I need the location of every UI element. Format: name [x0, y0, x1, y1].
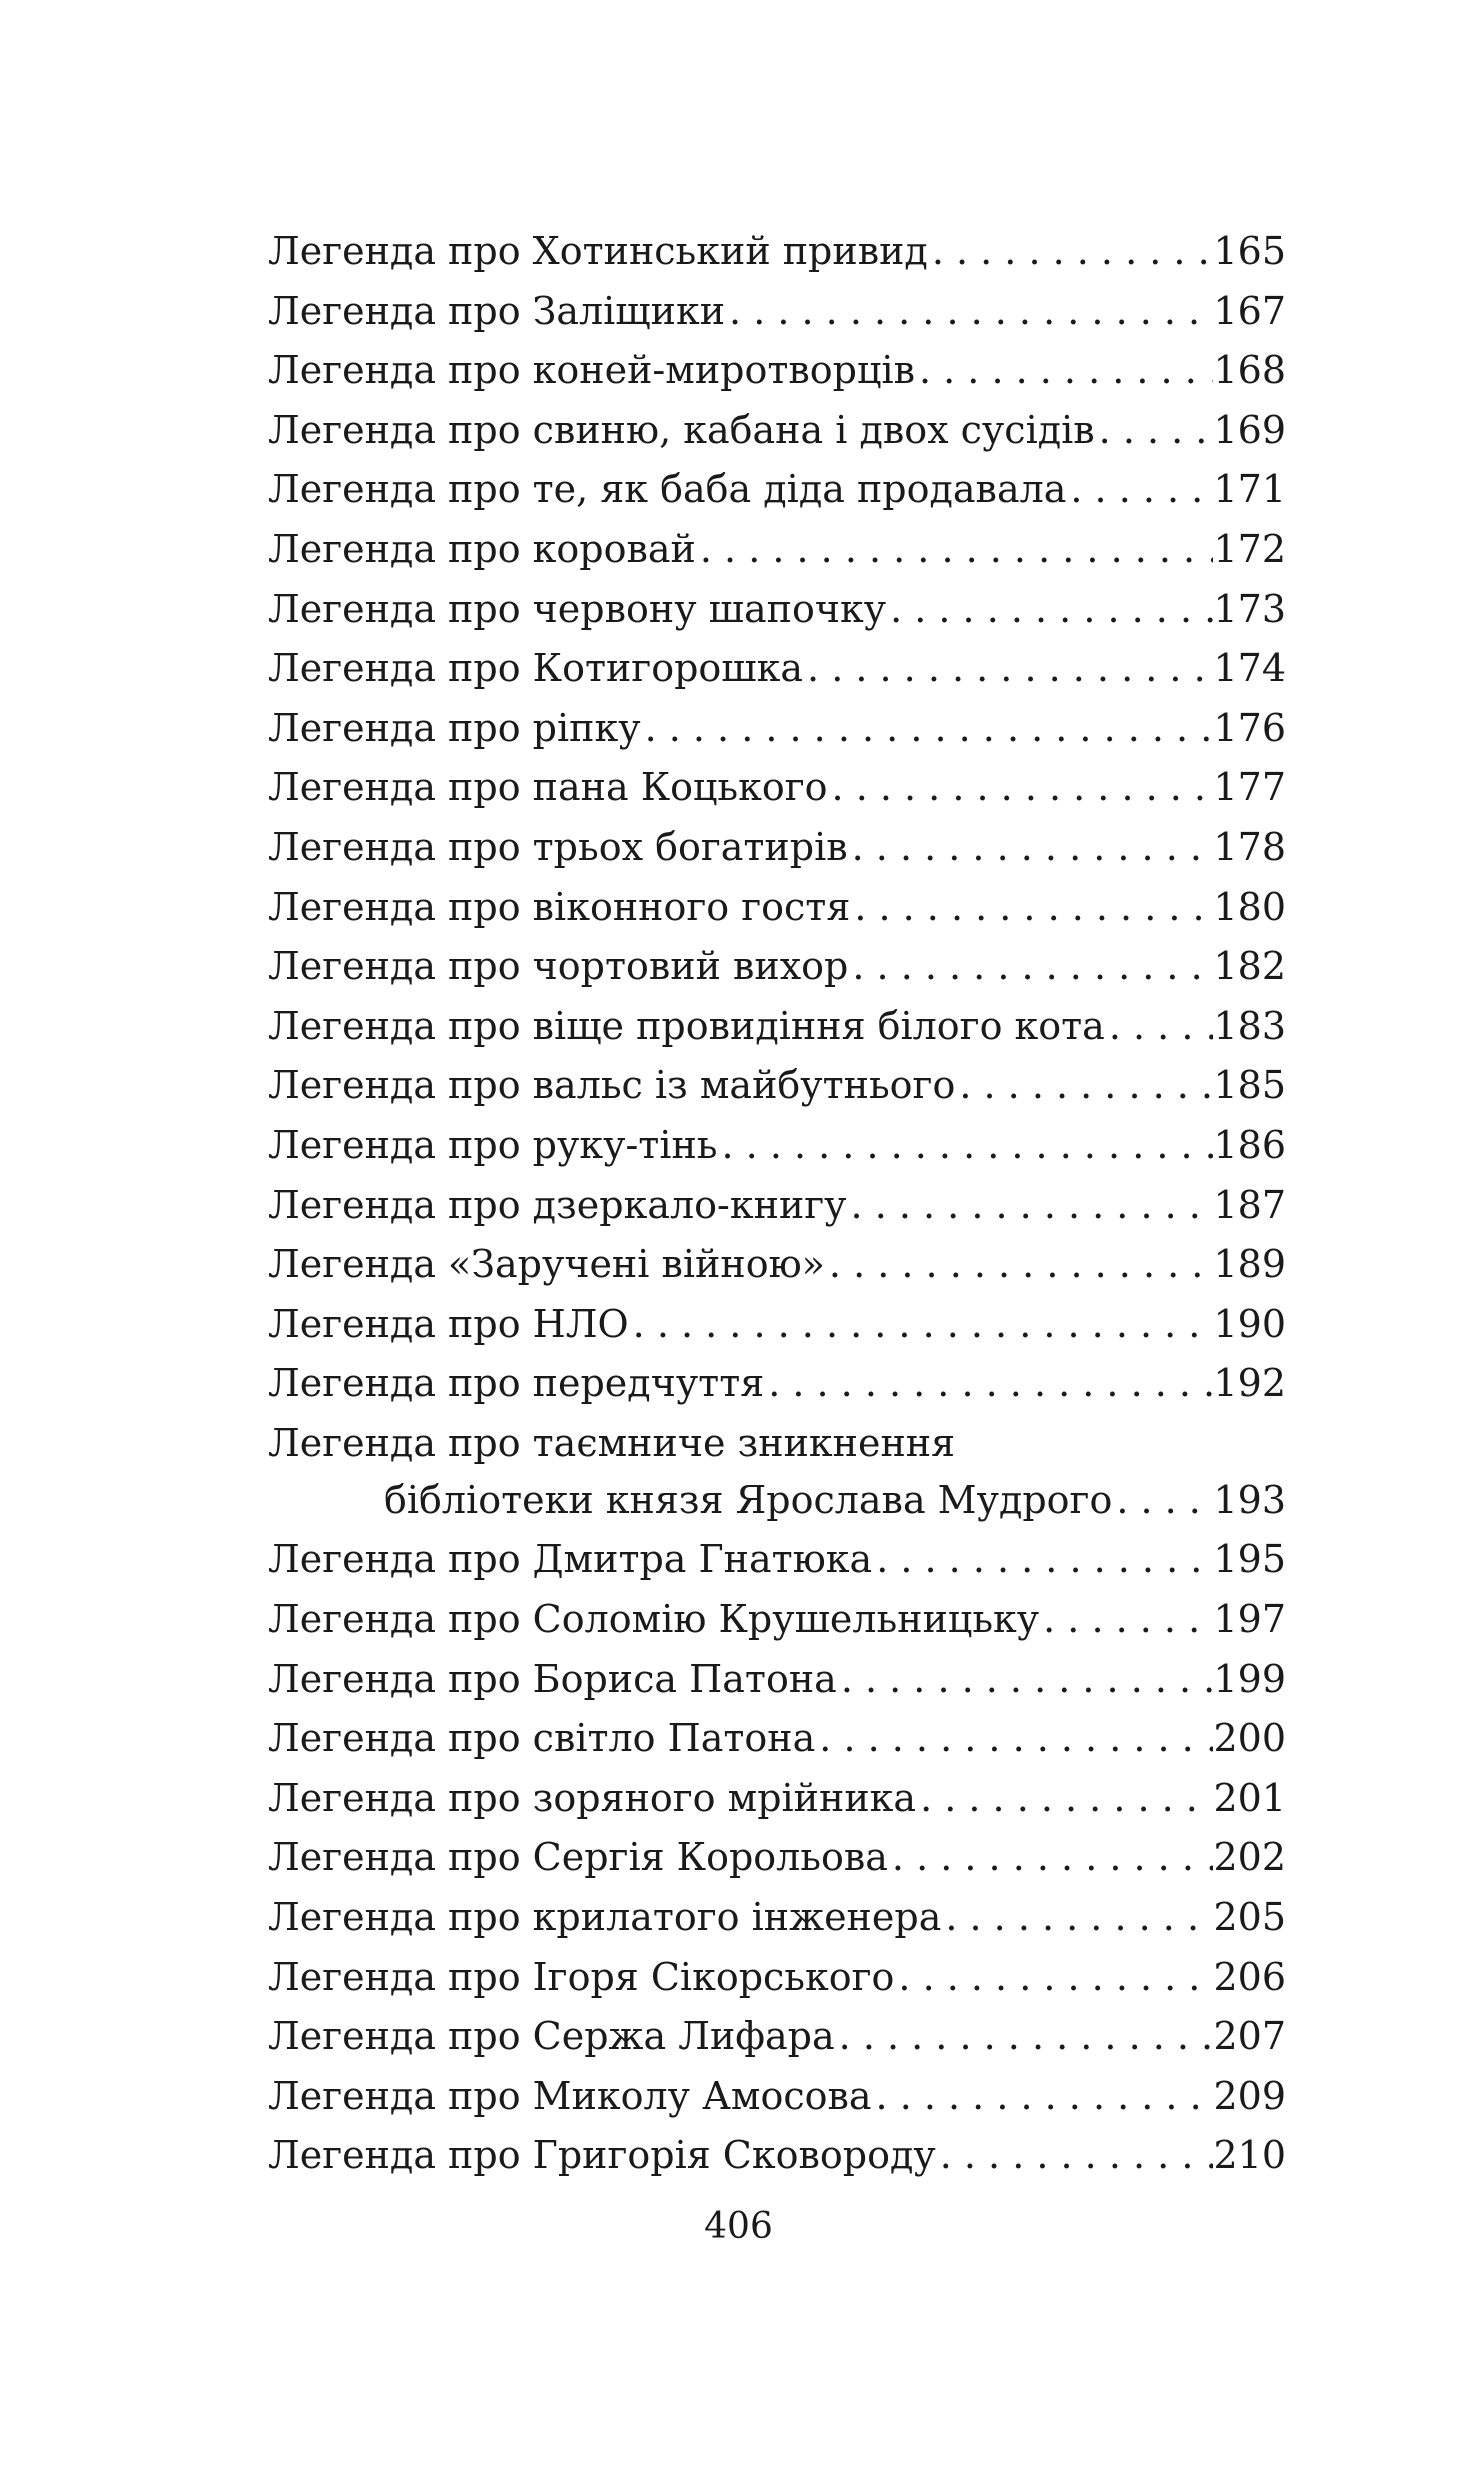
dot-leader: [850, 878, 1213, 938]
entry-page-number: 172: [1213, 526, 1286, 571]
dot-leader: [718, 1116, 1214, 1176]
entry-title: Легенда про Котигорошка: [268, 646, 804, 691]
toc-entry[interactable]: [268, 1709, 1286, 1769]
toc-entry[interactable]: [268, 222, 1286, 282]
entry-title: Легенда про Сержа Лифара: [268, 2014, 835, 2059]
dot-leader: [815, 1709, 1213, 1769]
toc-entry[interactable]: [268, 818, 1286, 878]
dot-leader: [1039, 1590, 1213, 1650]
dot-leader: [803, 639, 1213, 699]
entry-title: бібліотеки князя Ярослава Мудрого: [384, 1477, 1113, 1522]
entry-page-number: 206: [1213, 1954, 1286, 1999]
dot-leader: [848, 937, 1213, 997]
dot-leader: [916, 1769, 1213, 1829]
entry-page-number: 201: [1213, 1775, 1286, 1820]
entry-title: Легенда про чортовий вихор: [268, 944, 849, 989]
dot-leader: [915, 341, 1214, 401]
dot-leader: [641, 699, 1214, 759]
entry-title: Легенда про Ігоря Сікорського: [268, 1954, 895, 1999]
toc-entry[interactable]: [268, 1650, 1286, 1710]
page-number: 406: [704, 2206, 773, 2247]
toc-entry[interactable]: [268, 2007, 1286, 2067]
dot-leader: [1112, 1471, 1213, 1531]
entry-page-number: 209: [1213, 2073, 1286, 2118]
toc-entry[interactable]: [268, 282, 1286, 342]
entry-page-number: 210: [1213, 2133, 1286, 2178]
dot-leader: [886, 580, 1213, 640]
toc-entry[interactable]: [268, 580, 1286, 640]
entry-title: Легенда про трьох богатирів: [268, 824, 848, 869]
dot-leader: [837, 1650, 1214, 1710]
dot-leader: [894, 1948, 1213, 2008]
dot-leader: [1066, 460, 1213, 520]
entry-title: Легенда про Бориса Патона: [268, 1656, 837, 1701]
toc-entry[interactable]: [268, 401, 1286, 461]
entry-page-number: 200: [1213, 1716, 1286, 1761]
entry-page-number: 195: [1213, 1537, 1286, 1582]
entry-title: Легенда про Миколу Амосова: [268, 2073, 872, 2118]
dot-leader: [825, 1235, 1214, 1295]
entry-page-number: 187: [1213, 1182, 1286, 1227]
entry-title: Легенда про Дмитра Гнатюка: [268, 1537, 873, 1582]
entry-title: Легенда про віконного гостя: [268, 884, 851, 929]
toc-entry[interactable]: [268, 341, 1286, 401]
entry-page-number: 183: [1213, 1003, 1286, 1048]
entry-title: Легенда про крилатого інженера: [268, 1895, 942, 1940]
dot-leader: [629, 1295, 1214, 1355]
dot-leader: [928, 222, 1214, 282]
toc-entry[interactable]: [268, 1948, 1286, 2008]
entry-page-number: 205: [1213, 1895, 1286, 1940]
entry-title: Легенда про руку-тінь: [268, 1122, 718, 1167]
entry-title: Легенда «Заручені війною»: [268, 1242, 825, 1287]
entry-title: Легенда про таємниче зникнення: [268, 1420, 956, 1465]
dot-leader: [828, 758, 1214, 818]
entry-page-number: 177: [1213, 765, 1286, 810]
dot-leader: [872, 2067, 1214, 2127]
toc-entry[interactable]: [268, 1176, 1286, 1236]
dot-leader: [848, 818, 1214, 878]
entry-title: Легенда про світло Патона: [268, 1716, 816, 1761]
entry-page-number: 199: [1213, 1656, 1286, 1701]
toc-entry[interactable]: [268, 699, 1286, 759]
dot-leader: [872, 1530, 1213, 1590]
entry-title: Легенда про вальс із майбутнього: [268, 1063, 956, 1108]
entry-title: Легенда про ріпку: [268, 705, 641, 750]
toc-entry[interactable]: [268, 639, 1286, 699]
entry-title: Легенда про дзеркало-книгу: [268, 1182, 847, 1227]
dot-leader: [847, 1176, 1214, 1236]
dot-leader: [1105, 997, 1214, 1057]
table-of-contents: [268, 222, 1286, 2186]
entry-page-number: 173: [1213, 586, 1286, 631]
entry-page-number: 174: [1213, 646, 1286, 691]
entry-page-number: 182: [1213, 944, 1286, 989]
entry-title: Легенда про Григорія Сковороду: [268, 2133, 936, 2178]
dot-leader: [764, 1354, 1213, 1414]
toc-entry-continuation[interactable]: [268, 1471, 1286, 1531]
dot-leader: [835, 2007, 1214, 2067]
dot-leader: [696, 520, 1214, 580]
entry-title: Легенда про передчуття: [268, 1361, 765, 1406]
entry-title: Легенда про свиню, кабана і двох сусідів: [268, 407, 1095, 452]
toc-entry[interactable]: [268, 878, 1286, 938]
entry-page-number: 176: [1213, 705, 1286, 750]
toc-entry[interactable]: [268, 1056, 1286, 1116]
toc-entry[interactable]: [268, 2126, 1286, 2186]
toc-entry[interactable]: [268, 1354, 1286, 1414]
dot-leader: [955, 1056, 1213, 1116]
entry-page-number: 185: [1213, 1063, 1286, 1108]
toc-entry[interactable]: [268, 937, 1286, 997]
toc-entry[interactable]: [268, 1590, 1286, 1650]
toc-entry[interactable]: [268, 758, 1286, 818]
toc-entry[interactable]: [268, 1295, 1286, 1355]
toc-entry[interactable]: [268, 1888, 1286, 1948]
dot-leader: [1095, 401, 1214, 461]
entry-page-number: 193: [1213, 1477, 1286, 1522]
toc-entry[interactable]: [268, 2067, 1286, 2127]
dot-leader: [936, 2126, 1214, 2186]
entry-page-number: 207: [1213, 2014, 1286, 2059]
entry-page-number: 178: [1213, 824, 1286, 869]
entry-title: Легенда про віще провидіння білого кота: [268, 1003, 1105, 1048]
entry-page-number: 192: [1213, 1361, 1286, 1406]
toc-entry[interactable]: [268, 1530, 1286, 1590]
entry-title: Легенда про пана Коцького: [268, 765, 828, 810]
entry-page-number: 202: [1213, 1835, 1286, 1880]
entry-title: Легенда про Хотинський привид: [268, 229, 928, 273]
entry-title: Легенда про те, як баба діда продавала: [268, 467, 1067, 512]
entry-title: Легенда про Соломію Крушельницьку: [268, 1597, 1040, 1642]
entry-title: Легенда про коровай: [268, 526, 696, 571]
dot-leader: [941, 1888, 1213, 1948]
entry-page-number: 171: [1213, 467, 1286, 512]
entry-page-number: 165: [1213, 229, 1286, 273]
entry-title: Легенда про НЛО: [268, 1301, 629, 1346]
entry-page-number: 189: [1213, 1242, 1286, 1287]
entry-title: Легенда про червону шапочку: [268, 586, 887, 631]
entry-title: Легенда про коней-миротворців: [268, 348, 915, 393]
toc-entry[interactable]: [268, 1769, 1286, 1829]
toc-entry[interactable]: [268, 997, 1286, 1057]
toc-entry[interactable]: [268, 520, 1286, 580]
dot-leader: [725, 282, 1213, 342]
toc-entry[interactable]: [268, 1235, 1286, 1295]
toc-entry[interactable]: [268, 1828, 1286, 1888]
dot-leader: [888, 1828, 1214, 1888]
entry-page-number: 197: [1213, 1597, 1286, 1642]
entry-page-number: 190: [1213, 1301, 1286, 1346]
entry-title: Легенда про зоряного мрійника: [268, 1775, 917, 1820]
toc-entry-first-line[interactable]: [268, 1414, 1286, 1471]
entry-title: Легенда про Сергія Корольова: [268, 1835, 888, 1880]
entry-title: Легенда про Заліщики: [268, 288, 726, 333]
entry-page-number: 168: [1213, 348, 1286, 393]
entry-page-number: 167: [1213, 288, 1286, 333]
entry-page-number: 180: [1213, 884, 1286, 929]
entry-page-number: 169: [1213, 407, 1286, 452]
entry-page-number: 186: [1213, 1122, 1286, 1167]
toc-entry[interactable]: [268, 460, 1286, 520]
toc-entry[interactable]: [268, 1116, 1286, 1176]
